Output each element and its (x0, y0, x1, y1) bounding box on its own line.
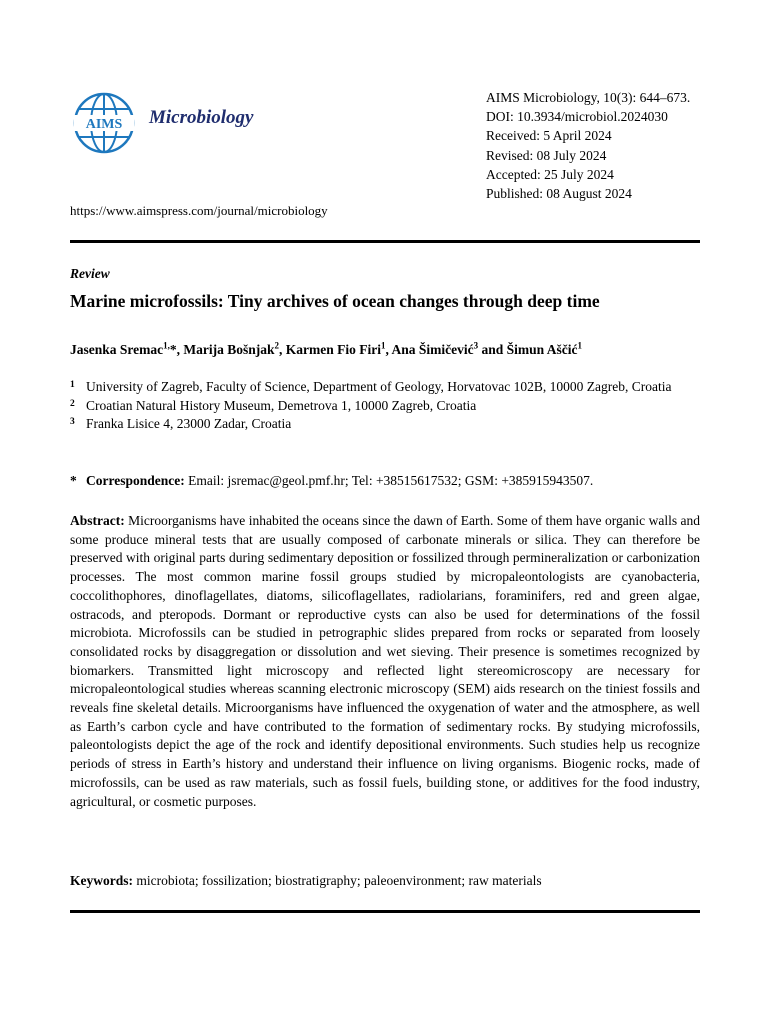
correspondence-text: Email: jsremac@geol.pmf.hr; Tel: +38515617532; GSM: +385915943507. (184, 473, 594, 488)
affiliation-text: Croatian Natural History Museum, Demetrova 1, 10000 Zagreb, Croatia (86, 397, 477, 413)
abstract-text: Microorganisms have inhabited the oceans since the dawn of Earth. Some of them have organic walls and some produce mineral tests that are usually composed of carbonate minerals or silica. They can therefore be preserved with original parts during sedimentary deposition or fossilized through permineralization or carbonization processes. The most common marine fossil groups studied by micropaleontologists are cyanobacteria, coccolithophores, dinoflagellates, diatoms, silicoflagellates, radiolarians, foraminifers, red and green algae, ostracods, and pteropods. Dormant or reproductive cysts can also be used for determinations of the fossil microbiota. Microfossils can be studied in petrographic slides prepared from rocks or separated from loosely consolidated rocks by disaggregation or dissolution and wet sieving. Their presence is sometimes recognized by biomarkers. Transmitted light microscopy and reflected light stereomicroscopy are necessary for micropaleontological studies whereas scanning electronic microscopy (SEM) aids research on the tiniest fossils and reveals fine skeletal details. Microorganisms have influenced the oxygenation of water and the atmosphere, as well as Earth’s carbon cycle and have contributed to the formation of sedimentary rocks. By studying microfossils, paleontologists depict the age of the rock and identify depositional environments. Such studies help us recognize periods of stress in Earth’s history and understand their influence on living organisms. Biogenic rocks, made of microfossils, can be used as raw materials, such as fossil fuels, building stone, or additives for the food industry, agricultural, or cosmetic purposes. (70, 513, 700, 809)
footer-divider (70, 910, 700, 913)
meta-revised: Revised: 08 July 2024 (486, 147, 607, 163)
author-name: Ana Šimičević (391, 342, 474, 357)
author-list (70, 342, 582, 358)
author-name: Šimun Aščić (506, 342, 578, 357)
author-name: Karmen Fio Firi (285, 342, 381, 357)
aims-logo (72, 91, 136, 155)
affiliation-item (70, 378, 700, 397)
author-affiliation-marker: 1 (380, 340, 386, 351)
correspondence (70, 473, 593, 489)
correspondence-star: * (70, 473, 77, 488)
article-meta (486, 88, 690, 203)
journal-name: Microbiology (149, 107, 254, 128)
affiliation-number: 2 (70, 398, 75, 409)
article-type: Review (70, 266, 110, 281)
author-affiliation-marker: 1, (163, 340, 170, 351)
meta-received: Received: 5 April 2024 (486, 128, 612, 144)
meta-doi[interactable]: DOI: 10.3934/microbiol.2024030 (486, 109, 668, 125)
author-separator: and (478, 342, 507, 357)
header-divider (70, 240, 700, 243)
keywords (70, 873, 542, 889)
author-affiliation-marker: 2 (274, 340, 279, 351)
meta-accepted: Accepted: 25 July 2024 (486, 166, 614, 182)
abstract-label: Abstract: (70, 513, 125, 528)
correspondence-label: Correspondence: (86, 473, 185, 488)
author-separator: , (279, 342, 286, 357)
author-separator: , (385, 342, 392, 357)
author-affiliation-marker: 3 (473, 340, 479, 351)
globe-logo-icon (72, 91, 136, 155)
meta-citation: AIMS Microbiology, 10(3): 644–673. (486, 90, 691, 105)
affiliation-list (70, 378, 700, 434)
affiliation-text: University of Zagreb, Faculty of Science, Department of Geology, Horvatovac 102B, 10000 Zagreb, Croatia (86, 379, 672, 394)
article-title: Marine microfossils: Tiny archives of ocean changes through deep time (70, 291, 600, 311)
abstract (70, 512, 700, 811)
affiliation-item (70, 415, 700, 434)
affiliation-number: 1 (70, 380, 75, 390)
journal-url-link[interactable]: https://www.aimspress.com/journal/microbiology (70, 203, 328, 218)
affiliation-number: 3 (70, 417, 75, 428)
corresponding-author-marker: * (169, 342, 177, 357)
author-name: Jasenka Sremac (70, 342, 164, 357)
author-separator: , (176, 342, 184, 357)
affiliation-text: Franka Lisice 4, 23000 Zadar, Croatia (86, 416, 292, 432)
keywords-text: microbiota; fossilization; biostratigraphy; paleoenvironment; raw materials (133, 873, 542, 888)
meta-published: Published: 08 August 2024 (486, 186, 632, 202)
affiliation-item (70, 397, 700, 416)
author-name: Marija Bošnjak (183, 342, 275, 357)
keywords-label: Keywords: (70, 873, 133, 888)
author-affiliation-marker: 1 (577, 340, 583, 351)
svg-text:AIMS: AIMS (85, 117, 123, 132)
